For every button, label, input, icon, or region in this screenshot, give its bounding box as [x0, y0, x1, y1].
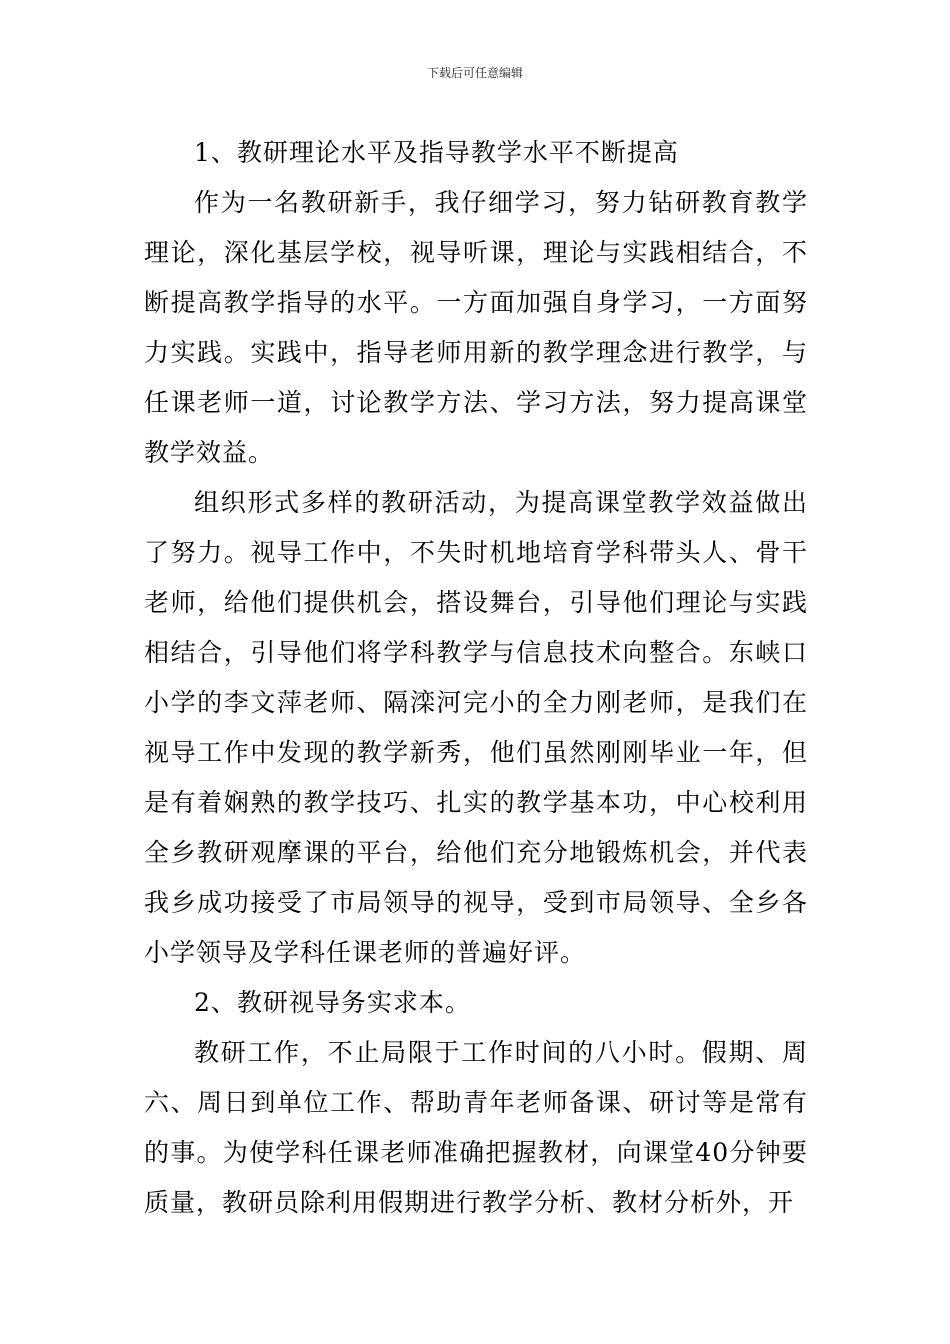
paragraph: 教研工作，不止局限于工作时间的八小时。假期、周六、周日到单位工作、帮助青年老师备课、研讨等是常有的事。为使学科任课老师准确把握教材，向课堂40分钟要质量，教研员除利用假期进行教学分析、教材分析外，开: [144, 1038, 808, 1217]
section-heading-1: 1、教研理论水平及指导教学水平不断提高: [194, 138, 679, 167]
paragraph: 组织形式多样的教研活动，为提高课堂教学效益做出了努力。视导工作中，不失时机地培育学科带头人、骨干老师，给他们提供机会，搭设舞台，引导他们理论与实践相结合，引导他们将学科教学与信息技术向整合。东峡口小学的李文萍老师、隔滦河完小的全力刚老师，是我们在视导工作中发现的教学新秀，他们虽然刚刚毕业一年，但是有着娴熟的教学技巧、扎实的教学基本功，中心校利用全乡教研观摩课的平台，给他们充分地锻炼机会，并代表我乡成功接受了市局领导的视导，受到市局领导、全乡各小学领导及学科任课老师的普遍好评。: [144, 488, 808, 967]
section-heading-2: 2、教研视导务实求本。: [194, 988, 471, 1017]
document-body: [144, 128, 808, 1228]
page-header: 下载后可任意编辑: [426, 66, 523, 80]
paragraph: 作为一名教研新手，我仔细学习，努力钻研教育教学理论，深化基层学校，视导听课，理论与实践相结合，不断提高教学指导的水平。一方面加强自身学习，一方面努力实践。实践中，指导老师用新的教学理念进行教学，与任课老师一道，讨论教学方法、学习方法，努力提高课堂教学效益。: [144, 188, 808, 467]
